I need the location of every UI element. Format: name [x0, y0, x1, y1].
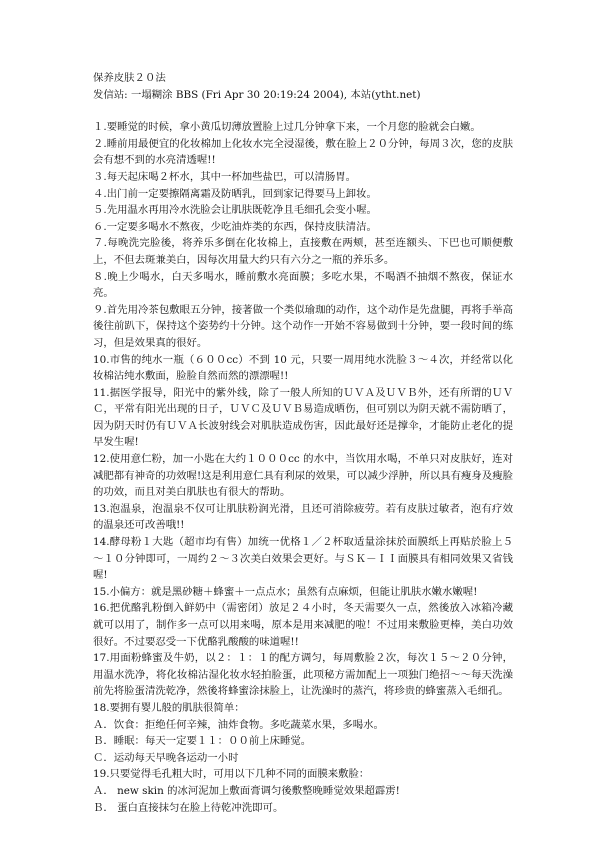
tip-item: 14.酵母粉１大匙（超市均有售）加统一优格１／２杯取适量涂抹於面膜纸上再贴於脸上５～１０分钟即可，一周约２～３次美白效果会更好。与ＳＫ－ＩＩ面膜具有相同效果又省钱喔! [93, 536, 513, 582]
tip-item: 19.只要觉得毛孔粗大时，可用以下几种不同的面膜来敷脸： [93, 768, 370, 781]
tip-item: ５.先用温水再用冷水洗脸会让肌肤既乾净且毛细孔会变小喔。 [93, 204, 377, 217]
tip-item: 13.泡温泉，泡温泉不仅可让肌肤粉润光滑，且还可消除疲劳。若有皮肤过敏者，泡有疗效的温泉还可改善哦!! [93, 502, 513, 532]
source-line: 发信站: 一塌糊涂 BBS (Fri Apr 30 20:19:24 2004), 本站(ytht.net) [93, 88, 421, 101]
tip-item: 15.小偏方：就是黑砂糖＋蜂蜜＋一点点水；虽然有点麻烦，但能让肌肤水嫩水嫩喔! [93, 585, 478, 598]
tip-item: ２.睡前用最便宜的化妆棉加上化妆水完全浸湿後，敷在脸上２０分钟，每周３次，您的皮肤会有想不到的水亮清透喔!! [93, 137, 513, 167]
tip-item: ４.出门前一定要擦隔离霜及防晒乳，回到家记得要马上卸妆。 [93, 187, 377, 200]
tip-item: ８.晚上少喝水，白天多喝水，睡前敷水亮面膜；多吃水果，不喝酒不抽烟不熬夜，保证水亮。 [93, 270, 513, 300]
sub-item: Ａ．饮食：拒绝任何辛辣，油炸食物。多吃蔬菜水果，多喝水。 [93, 718, 384, 731]
tip-item: 18.要拥有婴儿般的肌肤很简单： [93, 701, 245, 714]
sub-item: Ｂ．睡眠：每天一定要１１：００前上床睡觉。 [93, 735, 312, 748]
tip-18-sublist [93, 717, 513, 767]
sub-item: Ａ． new skin 的冰河泥加上敷面膏调匀後敷整晚睡觉效果超霹雳! [93, 784, 400, 797]
tip-item: 11.据医学报导，阳光中的紫外线，除了一般人所知的ＵＶＡ及ＵＶＢ外，还有所谓的ＵＶＣ，平常有阳光出现的日子，ＵＶＣ及ＵＶＢ易造成晒伤，但可别以为阴天就不需防晒了，因为阴天时仍有ＵＶＡ长波射线会对肌肤造成伤害，因此最好还是撑伞，才能防止老化的提早发生喔! [93, 386, 513, 449]
tip-item: 16.把优酪乳粉倒入鲜奶中（需密闭）放足２４小时，冬天需要久一点，然後放入冰箱冷藏就可以用了，制作多一点可以用来喝，原本是用来减肥的啦！不过用来敷脸更棒，美白功效很好。不过要忍受一下优酪乳酸酸的味道喔!! [93, 602, 513, 648]
sub-item: Ｂ． 蛋白直接抹匀在脸上待乾冲洗即可。 [93, 801, 284, 814]
tip-item: ７.每晚洗完脸後，将养乐多倒在化妆棉上，直接敷在两颊，甚至连额头、下巴也可顺便敷上，不但去斑兼美白，因每次用量大约只有六分之一瓶的养乐多。 [93, 237, 513, 266]
tip-item: １.要睡觉的时候，拿小黄瓜切薄放置脸上过几分钟拿下来，一个月您的脸就会白嫩。 [93, 121, 481, 134]
tip-item: ３.每天起床喝２杯水，其中一杯加些盐巴，可以清肠胃。 [93, 170, 357, 183]
tip-item: ６.一定要多喝水不熬夜，少吃油炸类的东西，保持皮肤清洁。 [93, 220, 377, 233]
sub-item: Ｃ．运动每天早晚各运动一小时 [93, 751, 239, 764]
document-page [93, 70, 513, 816]
tip-item: 12.使用意仁粉，加一小匙在大约１０００cc 的水中，当饮用水喝，不单只对皮肤好，连对减肥都有神奇的功效喔!这是利用意仁具有利尿的效果，可以减少浮肿，所以具有瘦身及瘦脸的功效，而且对美白肌肤也有很大的帮助。 [93, 453, 513, 499]
tip-item: ９.首先用冷茶包敷眼五分钟，接著做一个类似瑜珈的动作，这个动作是先盘腿，再将手举高後往前趴下，保持这个姿势约十分钟。这个动作一开始不容易做到十分钟，要一段时间的练习，但是效果真的很好。 [93, 303, 513, 349]
tips-list [93, 119, 513, 816]
tip-item: 10.市售的纯水一瓶（６００cc）不到 10 元，只要一周用纯水洗脸３～４次，并经常以化妆棉沾纯水敷面，脸脸自然而然的漂漂喔!! [93, 353, 513, 383]
tip-19-sublist [93, 783, 513, 816]
document-title: 保养皮肤２０法 [93, 72, 166, 84]
tip-item: 17.用面粉蜂蜜及牛奶，以２：１：１的配方调匀，每周敷脸２次，每次１５～２０分钟，用温水洗净，将化妆棉沾湿化妆水轻拍脸蛋，此项秘方需加配上一项独门绝招～～每天洗澡前先将脸蛋清洗乾净，然後将蜂蜜涂抹脸上，让洗澡时的蒸汽，将珍贵的蜂蜜蒸入毛细孔。 [93, 652, 513, 698]
